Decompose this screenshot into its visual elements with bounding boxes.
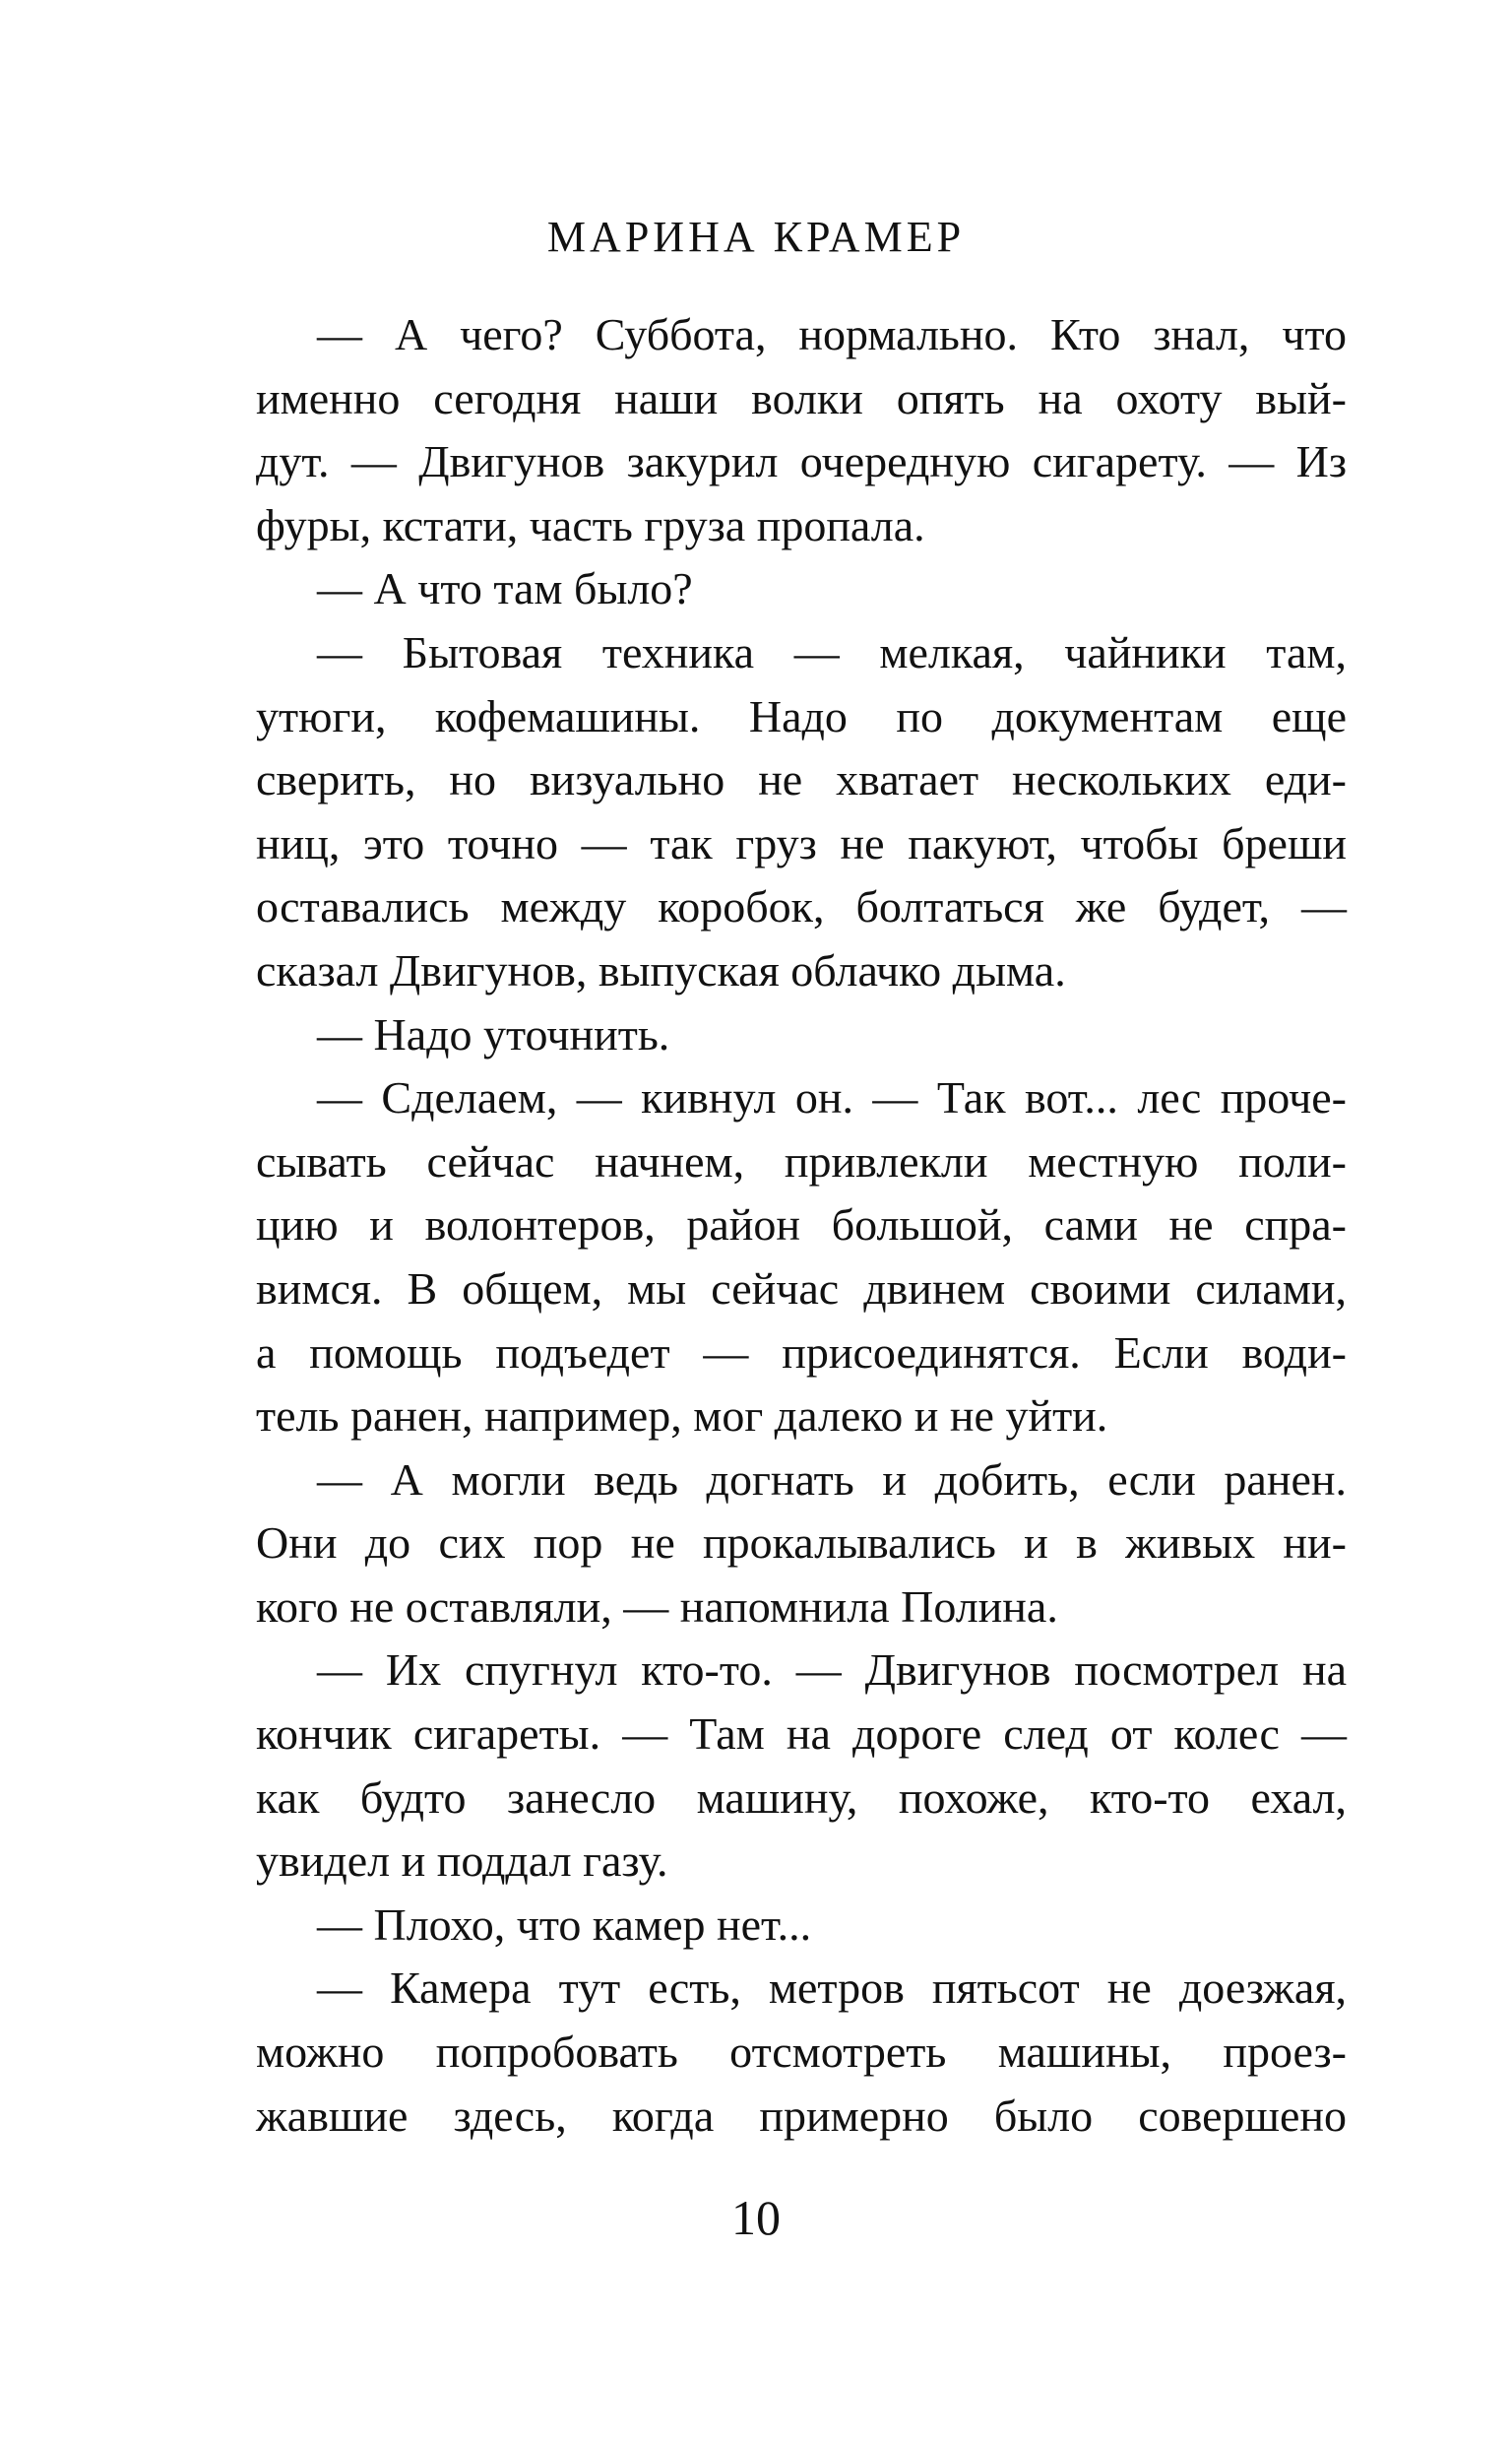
running-head-author: МАРИНА КРАМЕР [546,213,966,261]
text-line: — А могли ведь догнать и добить, если ранен. [317,1453,1347,1505]
text-line: жавшие здесь, когда примерно было совершено [256,2089,1347,2141]
page-number: 10 [731,2190,781,2245]
text-line: сывать сейчас начнем, привлекли местную поли- [256,1135,1347,1187]
text-line: кого не оставляли, — напомнила Полина. [256,1580,1058,1632]
text-line: — А чего? Суббота, нормально. Кто знал, что [317,309,1347,359]
text-line: увидел и поддал газу. [256,1835,668,1887]
text-line: — Камера тут есть, метров пятьсот не доезжая, [317,1962,1347,2014]
body-text [256,303,1347,2148]
text-line: — Сделаем, — кивнул он. — Так вот... лес проче- [317,1072,1347,1124]
text-line: вимся. В общем, мы сейчас двинем своими силами, [256,1262,1347,1314]
text-line: сказал Двигунов, выпуская облачко дыма. [256,944,1066,996]
text-line: как будто занесло машину, похоже, кто-то ехал, [256,1771,1347,1823]
text-line: дут. — Двигунов закурил очередную сигарету. — Из [256,436,1347,487]
text-line: цию и волонтеров, район большой, сами не спра- [256,1199,1347,1251]
text-line: сверить, но визуально не хватает нескольких еди- [256,754,1347,805]
text-line: тель ранен, например, мог далеко и не уйти. [256,1390,1108,1442]
text-line: — Их спугнул кто-то. — Двигунов посмотрел на [317,1644,1347,1696]
text-line: — Надо уточнить. [317,1008,670,1060]
text-line: а помощь подъедет — присоединятся. Если води- [256,1326,1347,1378]
text-line: утюги, кофемашины. Надо по документам еще [256,690,1347,741]
text-line: — Плохо, что камер нет... [317,1898,812,1950]
text-line: кончик сигареты. — Там на дороге след от колес — [256,1708,1347,1760]
text-line: можно попробовать отсмотреть машины, проез- [256,2026,1347,2078]
text-line: оставались между коробок, болтаться же будет, — [256,881,1347,932]
text-line: ниц, это точно — так груз не пакуют, чтобы бреши [256,817,1347,868]
text-line: — Бытовая техника — мелкая, чайники там, [317,626,1347,677]
text-line: Они до сих пор не прокалывались и в живых ни- [256,1517,1347,1569]
text-line: фуры, кстати, часть груза пропала. [256,499,925,550]
text-line: — А что там было? [317,563,693,614]
text-line: именно сегодня наши волки опять на охоту вый- [256,372,1347,423]
